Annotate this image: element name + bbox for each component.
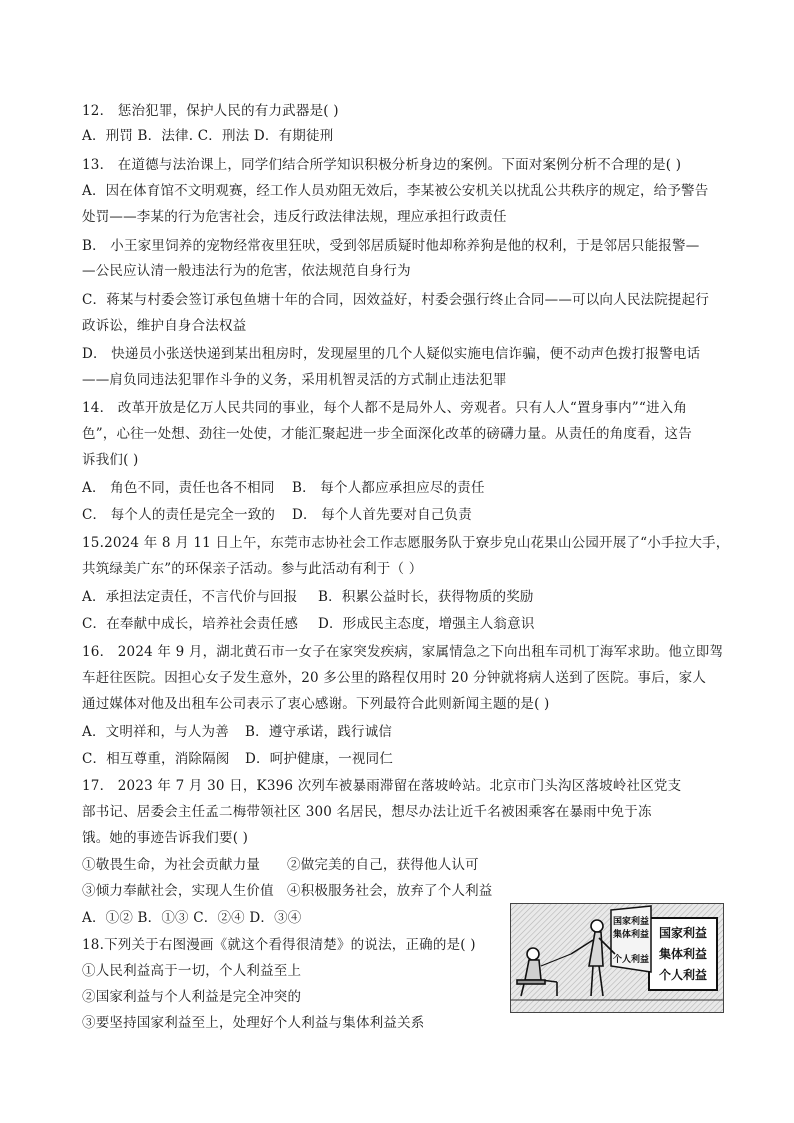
q13-option-b-line1: B． 小王家里饲养的宠物经常夜里狂吠，受到邻居质疑时他却称养狗是他的权利，于是邻居只能报警— xyxy=(82,238,700,254)
q17-statement-2: ②做完美的自己，获得他人认可 xyxy=(287,857,479,873)
q13-option-a-line1: A．因在体育馆不文明观赛，经工作人员劝阻无效后，李某被公安机关以扰乱公共秩序的规定，给予警告 xyxy=(82,183,709,199)
q16-stem-line2: 车赶往医院。因担心女子发生意外，20 多公里的路程仅用时 20 分钟就将病人送到了医院。事后，家人 xyxy=(82,670,707,686)
teacher-sign-line-1: 国家利益 xyxy=(612,917,650,927)
q14-stem-line1: 14． 改革开放是亿万人民共同的事业，每个人都不是局外人、旁观者。只有人人“置身事内”“进入角 xyxy=(82,400,688,416)
q17-statement-1: ①敬畏生命，为社会贡献力量 xyxy=(82,857,261,873)
q13-option-d-line1: D． 快递员小张送快递到某出租房时，发现屋里的几个人疑似实施电信诈骗，便不动声色拨打报警电话 xyxy=(82,346,701,362)
q18-statement-1: ①人民利益高于一切，个人利益至上 xyxy=(82,963,302,979)
q18-stem: 18.下列关于右图漫画《就这个看得很清楚》的说法，正确的是( ) xyxy=(82,937,476,953)
q16-option-b: B．遵守承诺，践行诚信 xyxy=(245,724,393,740)
q17-stem-line2: 部书记、居委会主任孟二梅带领社区 300 名居民，想尽办法让近千名被困乘客在暴雨中免于冻 xyxy=(82,804,652,820)
teacher-sign-line-2: 集体利益 xyxy=(612,930,650,940)
q14-stem-line3: 诉我们( ) xyxy=(82,452,139,468)
q13-option-b-line2: —公民应认清一般违法行为的危害，依法规范自身行为 xyxy=(82,263,411,279)
q17-statement-3: ③倾力奉献社会，实现人生价值 xyxy=(82,883,274,899)
q15-stem-line2: 共筑绿美广东”的环保亲子活动。参与此活动有利于（ ） xyxy=(82,561,423,577)
q17-statement-4: ④积极服务社会，放弃了个人利益 xyxy=(287,883,493,899)
q14-option-c: C． 每个人的责任是完全一致的 xyxy=(82,507,276,523)
q17-options: A．①② B．①③ C．②④ D．③④ xyxy=(82,910,302,926)
q18-statement-2: ②国家利益与个人利益是完全冲突的 xyxy=(82,989,302,1005)
q15-option-d: D．形成民主态度，增强主人翁意识 xyxy=(318,616,535,632)
teacher-sign-line-3: 个人利益 xyxy=(612,955,650,965)
q16-option-c: C．相互尊重，消除隔阂 xyxy=(82,751,230,767)
q13-option-d-line2: ——肩负同违法犯罪作斗争的义务，采用机智灵活的方式制止违法犯罪 xyxy=(82,372,507,388)
q12-options: A．刑罚 B．法律. C．刑法 D．有期徒刑 xyxy=(82,128,334,144)
q15-option-b: B．积累公益时长，获得物质的奖励 xyxy=(318,589,534,605)
q16-stem-line3: 通过媒体对他及出租车公司表示了衷心感谢。下列最符合此则新闻主题的是( ) xyxy=(82,696,550,712)
q18-statement-3: ③要坚持国家利益至上，处理好个人利益与集体利益关系 xyxy=(82,1015,425,1031)
blackboard-line-2: 集体利益 xyxy=(658,947,708,961)
q12-stem: 12． 惩治犯罪，保护人民的有力武器是( ) xyxy=(82,103,339,119)
blackboard-line-1: 国家利益 xyxy=(658,926,708,940)
q16-option-a: A．文明祥和，与人为善 xyxy=(82,724,229,740)
q14-option-b: B． 每个人都应承担应尽的责任 xyxy=(292,480,485,496)
q14-stem-line2: 色”，心往一处想、劲往一处使，才能汇聚起进一步全面深化改革的磅礴力量。从责任的角度看，这告 xyxy=(82,426,692,442)
q17-stem-line1: 17． 2023 年 7 月 30 日，K396 次列车被暴雨滞留在落坡岭站。北京市门头沟区落坡岭社区党支 xyxy=(82,778,682,794)
q15-option-a: A．承担法定责任，不言代价与回报 xyxy=(82,589,298,605)
q15-stem-line1: 15.2024 年 8 月 11 日上午，东莞市志协社会工作志愿服务队于寮步皃山花果山公园开展了“小手拉大手， xyxy=(82,535,730,551)
q15-option-c: C．在奉献中成长，培养社会责任感 xyxy=(82,616,299,632)
blackboard-line-3: 个人利益 xyxy=(658,968,708,982)
q13-option-c-line1: C．蒋某与村委会签订承包鱼塘十年的合同，因效益好，村委会强行终止合同——可以向人民法院提起行 xyxy=(82,292,710,308)
q14-option-a: A． 角色不同，责任也各不相同 xyxy=(82,480,275,496)
q16-stem-line1: 16． 2024 年 9 月，湖北黄石市一女子在家突发疾病，家属情急之下向出租车司机丁海军求助。他立即驾 xyxy=(82,644,724,660)
cartoon-illustration xyxy=(510,903,724,1013)
q14-option-d: D． 每个人首先要对自己负责 xyxy=(292,507,472,523)
q16-option-d: D．呵护健康，一视同仁 xyxy=(245,751,394,767)
q13-stem: 13． 在道德与法治课上，同学们结合所学知识积极分析身边的案例。下面对案例分析不合理的是( ) xyxy=(82,157,682,173)
q13-option-a-line2: 处罚——李某的行为危害社会，违反行政法律法规，理应承担行政责任 xyxy=(82,209,507,225)
q17-stem-line3: 饿。她的事迹告诉我们要( ) xyxy=(82,830,249,846)
cartoon-drawing xyxy=(511,904,723,1012)
q13-option-c-line2: 政诉讼，维护自身合法权益 xyxy=(82,318,247,334)
